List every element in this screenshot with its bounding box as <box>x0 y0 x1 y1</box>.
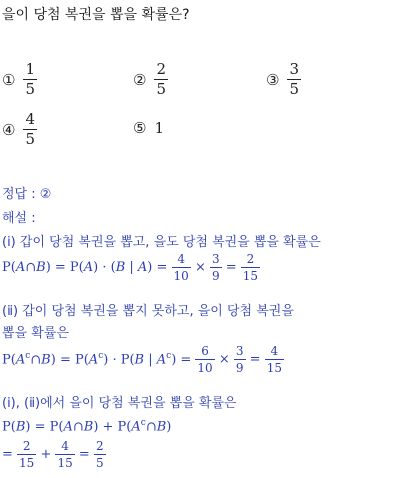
eq2-lhs: $P(A^c\cap B) = P(A^c) \cdot P(B$ | $A^c$) = <box>2 351 196 368</box>
choice-4[interactable] <box>2 112 37 147</box>
choice-5[interactable] <box>133 119 164 137</box>
eq4-frac-1: $\frac{2}{15}$ <box>19 439 35 470</box>
equation-3 <box>2 418 171 434</box>
choice-3-mark: ③ <box>266 70 280 89</box>
explanation-label: 해설 : <box>2 211 36 226</box>
eq2-frac-1: $\frac{6}{10}$ <box>197 344 213 375</box>
eq3-text: P(B) = P(A∩B) + $P(A^c\cap B)$ <box>2 418 172 435</box>
choice-5-mark: ⑤ <box>133 119 147 137</box>
choice-1[interactable] <box>2 62 37 97</box>
equation-1: P(A∩B) = P(A) · (B | A) = $\frac{4}{10}$ × $\frac{3}{9}$ = $\frac{2}{15}$ <box>2 252 259 283</box>
equation-2: $P(A^c\cap B) = P(A^c) \cdot P(B$ | $A^c$) = $\frac{6}{10}$ × $\frac{3}{9}$ = $\frac{4}{15}$ <box>2 344 282 375</box>
case1-text: (ⅰ) 갑이 당첨 복권을 뽑고, 을도 당첨 복권을 뽑을 확률은 <box>2 235 321 250</box>
case2-text-b: 뽑을 확률은 <box>2 326 69 341</box>
choice-3[interactable] <box>266 62 301 97</box>
eq2-frac-2: $\frac{3}{9}$ <box>235 344 244 375</box>
eq4-frac-3: $\frac{2}{5}$ <box>95 439 104 470</box>
eq1-frac-1: $\frac{4}{10}$ <box>173 252 189 283</box>
choice-2[interactable] <box>133 62 168 97</box>
equation-4: = $\frac{2}{15}$ + $\frac{4}{15}$ = $\frac{2}{5}$ <box>2 439 104 470</box>
conclusion-text: (ⅰ), (ⅱ)에서 을이 당첨 복권을 뽑을 확률은 <box>2 396 237 411</box>
choice-5-value: 1 <box>154 119 164 137</box>
question-text: 을이 당첨 복권을 뽑을 확률은? <box>2 7 190 23</box>
choice-4-mark: ④ <box>2 120 16 139</box>
answer-line: 정답 : ② <box>2 187 52 202</box>
eq1-frac-2: $\frac{3}{9}$ <box>211 252 220 283</box>
choice-1-fraction: $\frac{1}{5}$ <box>25 60 35 98</box>
choice-3-fraction: $\frac{3}{5}$ <box>289 60 299 98</box>
eq1-lhs: P(A∩B) = P(A) · (B | A) = <box>2 260 172 275</box>
choice-2-fraction: $\frac{2}{5}$ <box>156 60 166 98</box>
choice-4-fraction: $\frac{4}{5}$ <box>25 110 35 148</box>
eq4-frac-2: $\frac{4}{15}$ <box>57 439 73 470</box>
eq1-frac-3: $\frac{2}{15}$ <box>242 252 259 283</box>
eq2-frac-3: $\frac{4}{15}$ <box>266 344 282 375</box>
choice-2-mark: ② <box>133 70 147 89</box>
case2-text-a: (ⅱ) 갑이 당첨 복권을 뽑지 못하고, 을이 당첨 복권을 <box>2 304 294 319</box>
choice-1-mark: ① <box>2 70 16 89</box>
